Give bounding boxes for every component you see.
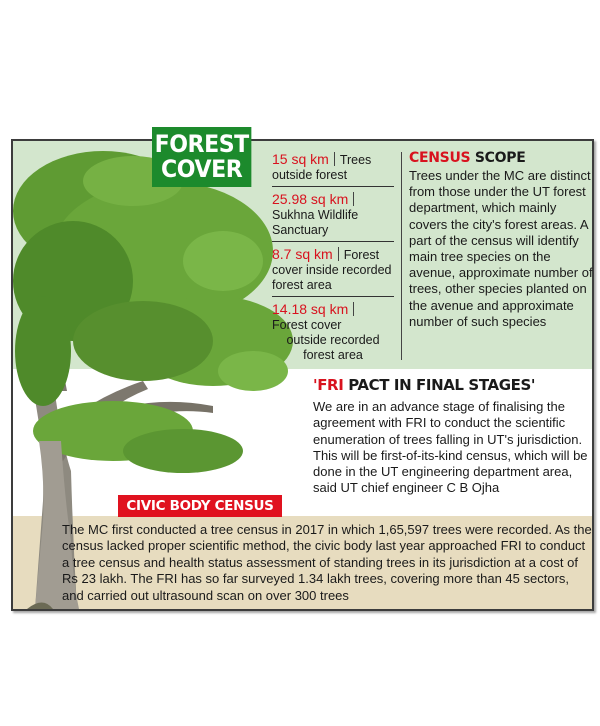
fri-pact-section [313, 376, 598, 497]
census-scope-heading [409, 150, 594, 166]
heading-red-part: 'FRI [313, 376, 344, 394]
forest-cover-title [152, 127, 251, 187]
stat-item [272, 247, 394, 297]
column-divider [401, 152, 402, 360]
stat-label: Forest [343, 248, 380, 262]
stat-value: 25.98 sq km [272, 191, 349, 207]
stat-value: 14.18 sq km [272, 301, 349, 317]
title-line-2: COVER [161, 155, 243, 183]
civic-body-census-label: CIVIC BODY CENSUS [118, 495, 282, 517]
stat-item [272, 302, 394, 366]
census-scope-section [409, 150, 594, 330]
stat-label: cover inside recorded forest area [272, 263, 392, 292]
stat-label: Forest cover [272, 318, 342, 332]
census-scope-body: Trees under the MC are distinct from those under the UT forest department, which mainly covers the city's forest areas. A part of the census will identify main tree species on the avenue, approximate number of trees, other species planted on the avenue and approximate number of such species [409, 168, 593, 329]
stat-label: Sukhna Wildlife Sanctuary [272, 208, 359, 237]
divider [353, 302, 354, 316]
divider [338, 247, 339, 261]
stat-label: outside forest [272, 168, 348, 182]
heading-black-part: PACT IN FINAL STAGES' [343, 376, 536, 394]
fri-pact-heading [313, 376, 598, 394]
stat-value: 15 sq km [272, 151, 329, 167]
title-line-1: FOREST [154, 130, 249, 158]
stat-item [272, 152, 394, 187]
divider [353, 192, 354, 206]
heading-red-part: CENSUS [409, 150, 471, 166]
civic-body-census-text: The MC first conducted a tree census in 2017 in which 1,65,597 trees were recorded. As the census lacked proper scientific method, the civic body last year approached FRI to conduct a tree census and health status assessment of standing trees in its jurisdiction at a cost of Rs 23 lakh. The FRI has so far surveyed 1.34 lakh trees, covering more than 45 sectors, and carried out ultrasound scan on over 300 trees [62, 522, 592, 603]
stat-label: outside recorded forest area [286, 333, 380, 362]
heading-black-part: SCOPE [470, 150, 526, 166]
stat-value: 8.7 sq km [272, 246, 333, 262]
divider [334, 152, 335, 166]
forest-stats-list [272, 152, 394, 371]
fri-pact-body: We are in an advance stage of finalising the agreement with FRI to conduct the scientific enumeration of trees falling in UT's jurisdiction. This will be first-of-its-kind census, which will be done in the UT engineering department area, said UT chief engineer C B Ojha [313, 399, 588, 496]
stat-item [272, 192, 394, 242]
stat-label: Trees [339, 153, 372, 167]
